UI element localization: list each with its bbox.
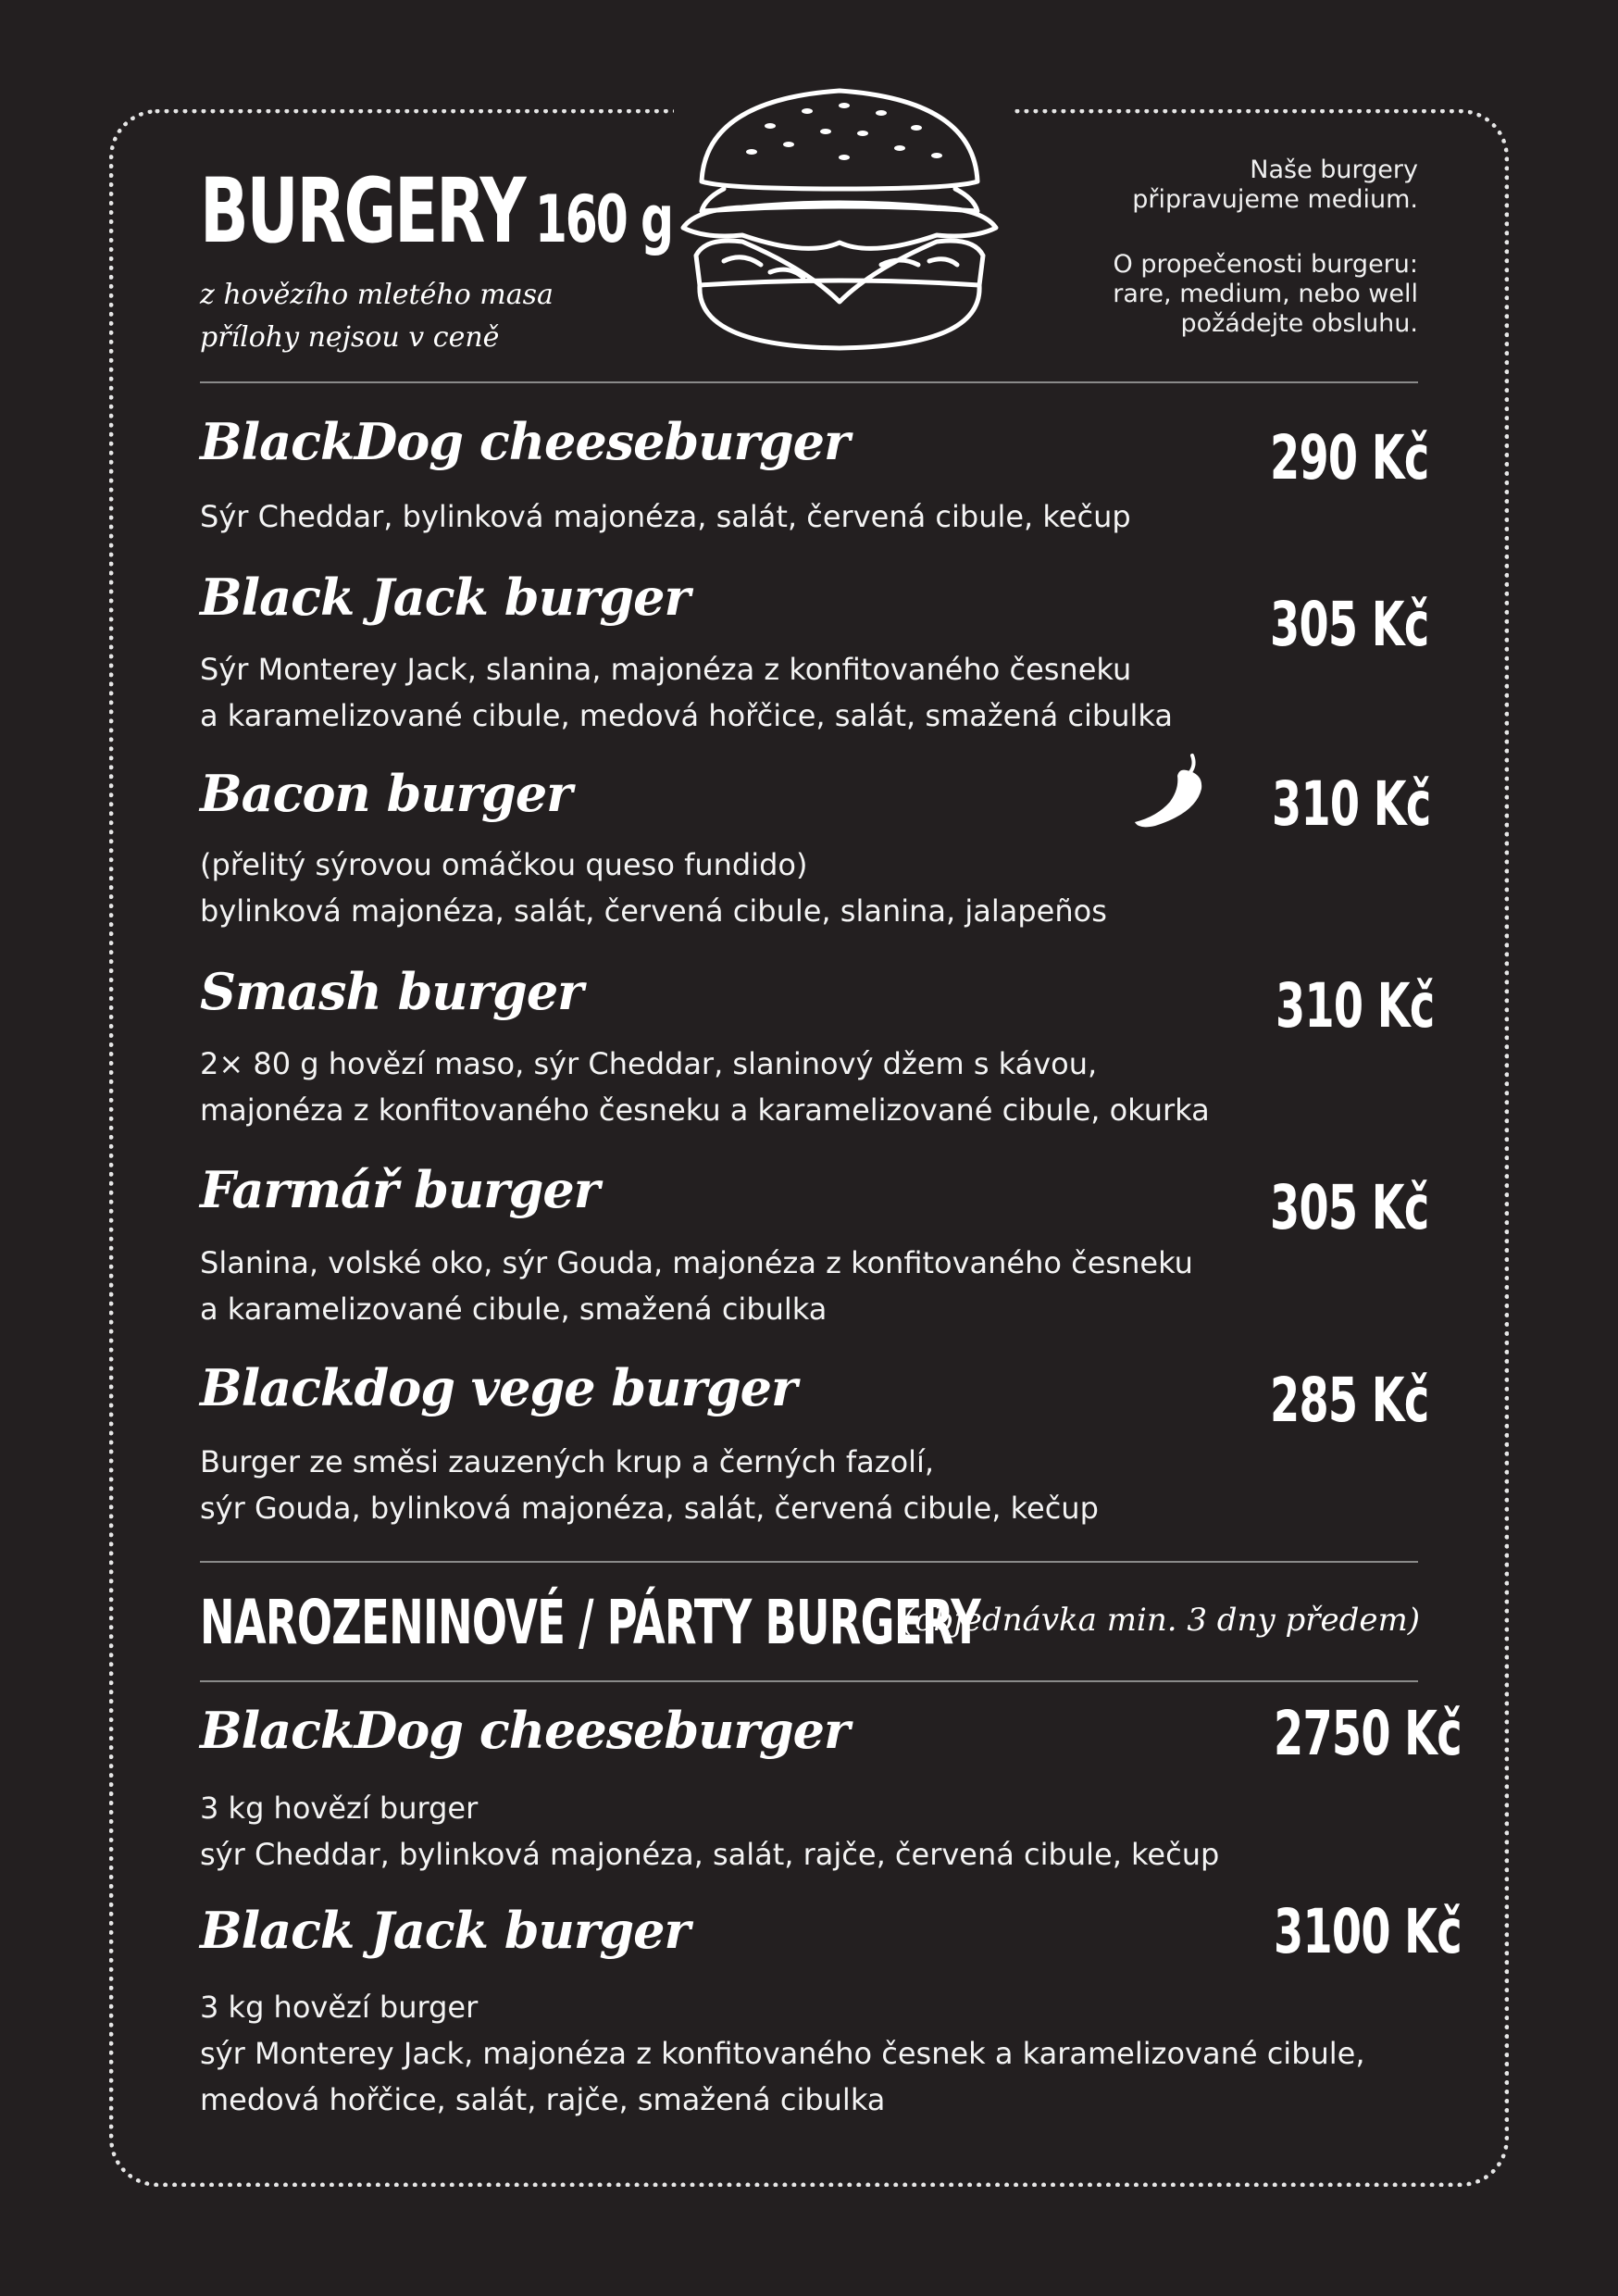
party-item-name: Black Jack burger xyxy=(200,1901,690,1960)
party-item-price: 2750 Kč xyxy=(1274,1698,1462,1769)
party-item-desc xyxy=(200,1984,1365,2123)
item-desc-line: bylinková majonéza, salát, červená cibule, slanina, jalapeños xyxy=(200,893,1107,929)
item-desc xyxy=(200,1041,1210,1133)
note-line-5: požádejte obsluhu. xyxy=(1180,309,1418,338)
party-item-price: 3100 Kč xyxy=(1274,1896,1462,1967)
note-line-1: Naše burgery xyxy=(1250,156,1418,184)
subtitle-sides: přílohy nejsou v ceně xyxy=(200,321,500,354)
party-item-desc xyxy=(200,1785,1219,1878)
note-line-4: rare, medium, nebo well xyxy=(1113,280,1418,308)
item-name: Blackdog vege burger xyxy=(200,1358,797,1417)
item-desc-line: (přelitý sýrovou omáčkou queso fundido) xyxy=(200,847,808,882)
title-text: BURGERY xyxy=(200,159,525,263)
note-line-2: připravujeme medium. xyxy=(1132,185,1418,214)
section-title: NAROZENINOVÉ / PÁRTY BURGERY xyxy=(200,1587,981,1658)
section-note: (objednávka min. 3 dny předem) xyxy=(902,1602,1420,1639)
item-name: Smash burger xyxy=(200,962,583,1021)
item-name: Farmář burger xyxy=(200,1160,600,1219)
party-item-name: BlackDog cheeseburger xyxy=(200,1701,850,1760)
item-desc-line: Sýr Monterey Jack, slanina, majonéza z konfitovaného česneku xyxy=(200,652,1132,687)
item-desc-line: Slanina, volské oko, sýr Gouda, majonéza z konfitovaného česneku xyxy=(200,1245,1193,1280)
item-desc xyxy=(200,1240,1193,1332)
item-price: 290 Kč xyxy=(1270,422,1429,493)
chili-pepper-icon xyxy=(1129,748,1213,831)
party-item-desc-line: sýr Monterey Jack, majonéza z konfitovaného česnek a karamelizované cibule, xyxy=(200,2036,1365,2071)
burger-illustration-icon xyxy=(668,80,1011,357)
party-item-desc-line: medová hořčice, salát, rajče, smažená cibulka xyxy=(200,2082,886,2117)
item-desc-line: sýr Gouda, bylinková majonéza, salát, červená cibule, kečup xyxy=(200,1491,1099,1526)
party-item-desc-line: sýr Cheddar, bylinková majonéza, salát, rajče, červená cibule, kečup xyxy=(200,1837,1220,1872)
subtitle-meat: z hovězího mletého masa xyxy=(200,279,554,311)
divider xyxy=(200,381,1418,383)
party-item-desc-line: 3 kg hovězí burger xyxy=(200,1791,479,1826)
item-name: Black Jack burger xyxy=(200,568,690,627)
item-desc-line: 2× 80 g hovězí maso, sýr Cheddar, slaninový džem s kávou, xyxy=(200,1046,1098,1081)
divider xyxy=(200,1561,1418,1563)
item-price: 310 Kč xyxy=(1276,970,1435,1042)
item-desc xyxy=(200,646,1173,739)
item-name: BlackDog cheeseburger xyxy=(200,412,850,471)
item-desc-line: a karamelizované cibule, medová hořčice, salát, smažená cibulka xyxy=(200,698,1173,733)
item-desc-line: majonéza z konfitovaného česneku a karamelizované cibule, okurka xyxy=(200,1092,1210,1128)
item-price: 305 Kč xyxy=(1270,589,1429,660)
item-desc-line: a karamelizované cibule, smažená cibulka xyxy=(200,1292,828,1327)
item-desc xyxy=(200,842,1107,934)
item-desc xyxy=(200,493,1131,540)
item-name: Bacon burger xyxy=(200,764,572,823)
page-title xyxy=(200,159,672,263)
item-price: 310 Kč xyxy=(1272,768,1431,840)
party-item-desc-line: 3 kg hovězí burger xyxy=(200,1990,479,2025)
item-desc-line: Sýr Cheddar, bylinková majonéza, salát, červená cibule, kečup xyxy=(200,499,1131,534)
item-desc xyxy=(200,1439,1099,1531)
item-desc-line: Burger ze směsi zauzených krup a černých fazolí, xyxy=(200,1444,935,1479)
divider xyxy=(200,1680,1418,1682)
note-line-3: O propečenosti burgeru: xyxy=(1113,250,1418,279)
item-price: 305 Kč xyxy=(1270,1172,1429,1243)
item-price: 285 Kč xyxy=(1270,1365,1429,1436)
patty-weight: 160 g xyxy=(534,181,672,257)
